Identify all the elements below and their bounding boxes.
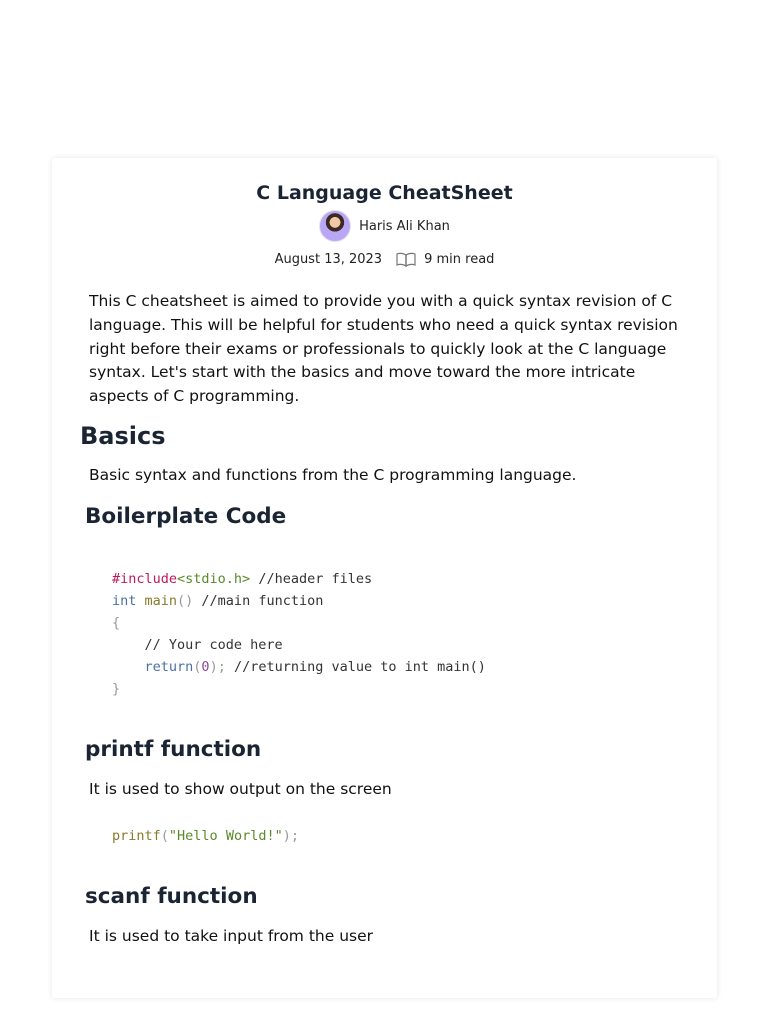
code-token: int [112,593,137,609]
intro-paragraph: This C cheatsheet is aimed to provide you with a quick syntax revision of C language. This will be helpful for students who need a quick syntax revision right before their exams or professionals to quickly look at the C language syntax. Let's start with the basics and move toward the more intricate aspects of C programming. [89,292,678,406]
code-token: { [112,615,121,631]
code-comment: //main function [193,593,324,609]
code-token: () [177,593,194,609]
boilerplate-heading: Boilerplate Code [85,504,287,529]
avatar[interactable] [319,210,351,242]
read-time: 9 min read [424,252,495,267]
code-token: <stdio.h> [177,571,251,587]
article-card [52,158,717,998]
author-name[interactable]: Haris Ali Khan [359,218,450,234]
code-comment: //header files [250,571,373,587]
code-token: #include [112,571,178,587]
publish-date: August 13, 2023 [274,252,383,267]
code-token: printf [112,828,161,844]
code-token: 0 [201,659,210,675]
code-comment: // Your code here [112,637,283,653]
code-token: ); [209,659,226,675]
article-title: C Language CheatSheet [256,182,513,204]
code-token: main [136,593,178,609]
boilerplate-code-block [112,568,486,700]
code-token: "Hello World!" [168,828,283,844]
basics-description: Basic syntax and functions from the C programming language. [89,466,577,484]
code-token: ( [160,828,169,844]
printf-description: It is used to show output on the screen [89,780,392,798]
code-token: return [112,659,194,675]
article-meta [52,252,717,267]
code-comment: //returning value to int main() [225,659,486,675]
open-book-icon [396,252,416,267]
scanf-description: It is used to take input from the user [89,927,374,945]
author-row [52,210,717,242]
basics-heading: Basics [80,422,166,450]
scanf-heading: scanf function [85,884,258,909]
code-token: ( [193,659,202,675]
code-token: ); [282,828,299,844]
printf-heading: printf function [85,737,262,762]
code-token: } [112,681,121,697]
printf-code-block [112,825,299,847]
